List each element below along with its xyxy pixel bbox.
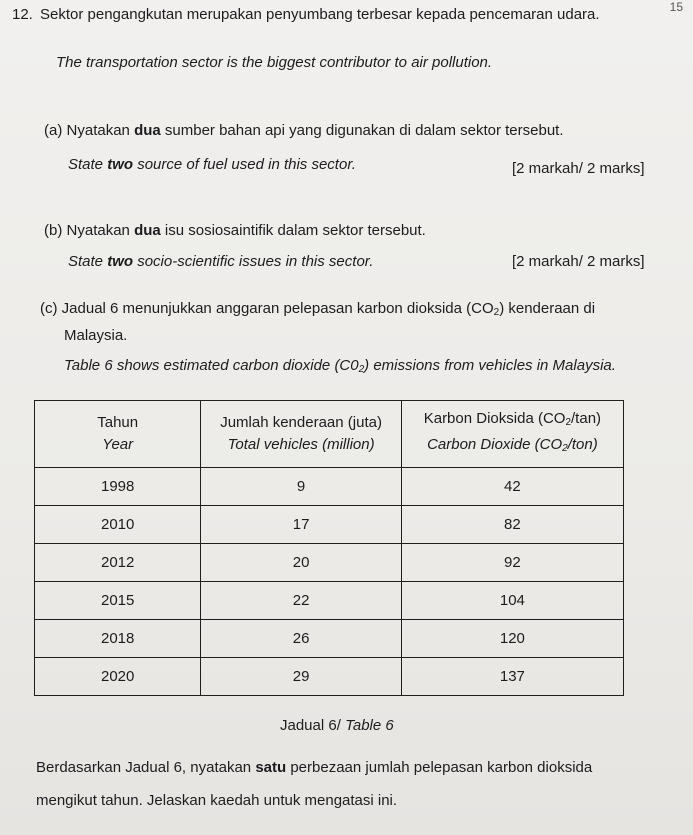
table-caption: Jadual 6/ Table 6 <box>280 717 394 734</box>
header-total-vehicles: Jumlah kenderaan (juta) Total vehicles (million) <box>201 401 401 468</box>
cell-vehicles: 26 <box>201 620 401 658</box>
part-a-marks: [2 markah/ 2 marks] <box>512 160 645 177</box>
part-b-marks: [2 markah/ 2 marks] <box>512 253 645 270</box>
question-number: 12. <box>12 6 33 23</box>
cell-year: 2015 <box>35 582 201 620</box>
cell-year: 1998 <box>35 468 201 506</box>
question-intro-en: The transportation sector is the biggest contributor to air pollution. <box>56 54 493 71</box>
cell-year: 2020 <box>35 658 201 696</box>
part-b-en: State two socio-scientific issues in this sector. <box>68 253 374 270</box>
question-intro-ms: Sektor pengangkutan merupakan penyumbang terbesar kepada pencemaran udara. <box>40 6 600 23</box>
closing-line2: mengikut tahun. Jelaskan kaedah untuk mengatasi ini. <box>36 792 398 809</box>
cell-year: 2018 <box>35 620 201 658</box>
table-row <box>35 620 624 658</box>
part-c-label: (c) <box>40 300 58 317</box>
cell-co2: 120 <box>401 620 623 658</box>
emissions-table <box>34 400 624 696</box>
header-carbon-dioxide: Karbon Dioksida $(CO_2/\tan)$ Carbon Dioxide $(CO_2/ton)$ <box>401 401 623 468</box>
part-a-en: State two source of fuel used in this sector. <box>68 156 356 173</box>
cell-vehicles: 29 <box>201 658 401 696</box>
cell-co2: 104 <box>401 582 623 620</box>
table-header-row <box>35 401 624 468</box>
table-row <box>35 468 624 506</box>
part-c-ms-line1: (c) Jadual 6 menunjukkan anggaran pelepasan karbon dioksida $(CO_2)$ kenderaan di <box>40 300 596 318</box>
cell-vehicles: 17 <box>201 506 401 544</box>
cell-co2: 42 <box>401 468 623 506</box>
cell-vehicles: 20 <box>201 544 401 582</box>
page-number: 15 <box>669 0 683 14</box>
table-row <box>35 544 624 582</box>
cell-vehicles: 22 <box>201 582 401 620</box>
cell-year: 2010 <box>35 506 201 544</box>
part-c-en: Table 6 shows estimated carbon dioxide $(C0_2)$ emissions from vehicles in Malaysia. <box>64 357 616 375</box>
part-b-label: (b) <box>44 222 63 239</box>
closing-line1: Berdasarkan Jadual 6, nyatakan satu perbezaan jumlah pelepasan karbon dioksida <box>36 759 593 776</box>
part-a-label: (a) <box>44 122 63 139</box>
part-a-ms: (a) Nyatakan dua sumber bahan api yang digunakan di dalam sektor tersebut. <box>44 122 564 139</box>
table-row <box>35 658 624 696</box>
cell-co2: 137 <box>401 658 623 696</box>
cell-year: 2012 <box>35 544 201 582</box>
table-row <box>35 582 624 620</box>
cell-co2: 92 <box>401 544 623 582</box>
part-b-ms: (b) Nyatakan dua isu sosiosaintifik dalam sektor tersebut. <box>44 222 426 239</box>
header-year: Tahun Year <box>35 401 201 468</box>
table-row <box>35 506 624 544</box>
cell-co2: 82 <box>401 506 623 544</box>
part-c-ms-line2: Malaysia. <box>64 327 128 344</box>
cell-vehicles: 9 <box>201 468 401 506</box>
